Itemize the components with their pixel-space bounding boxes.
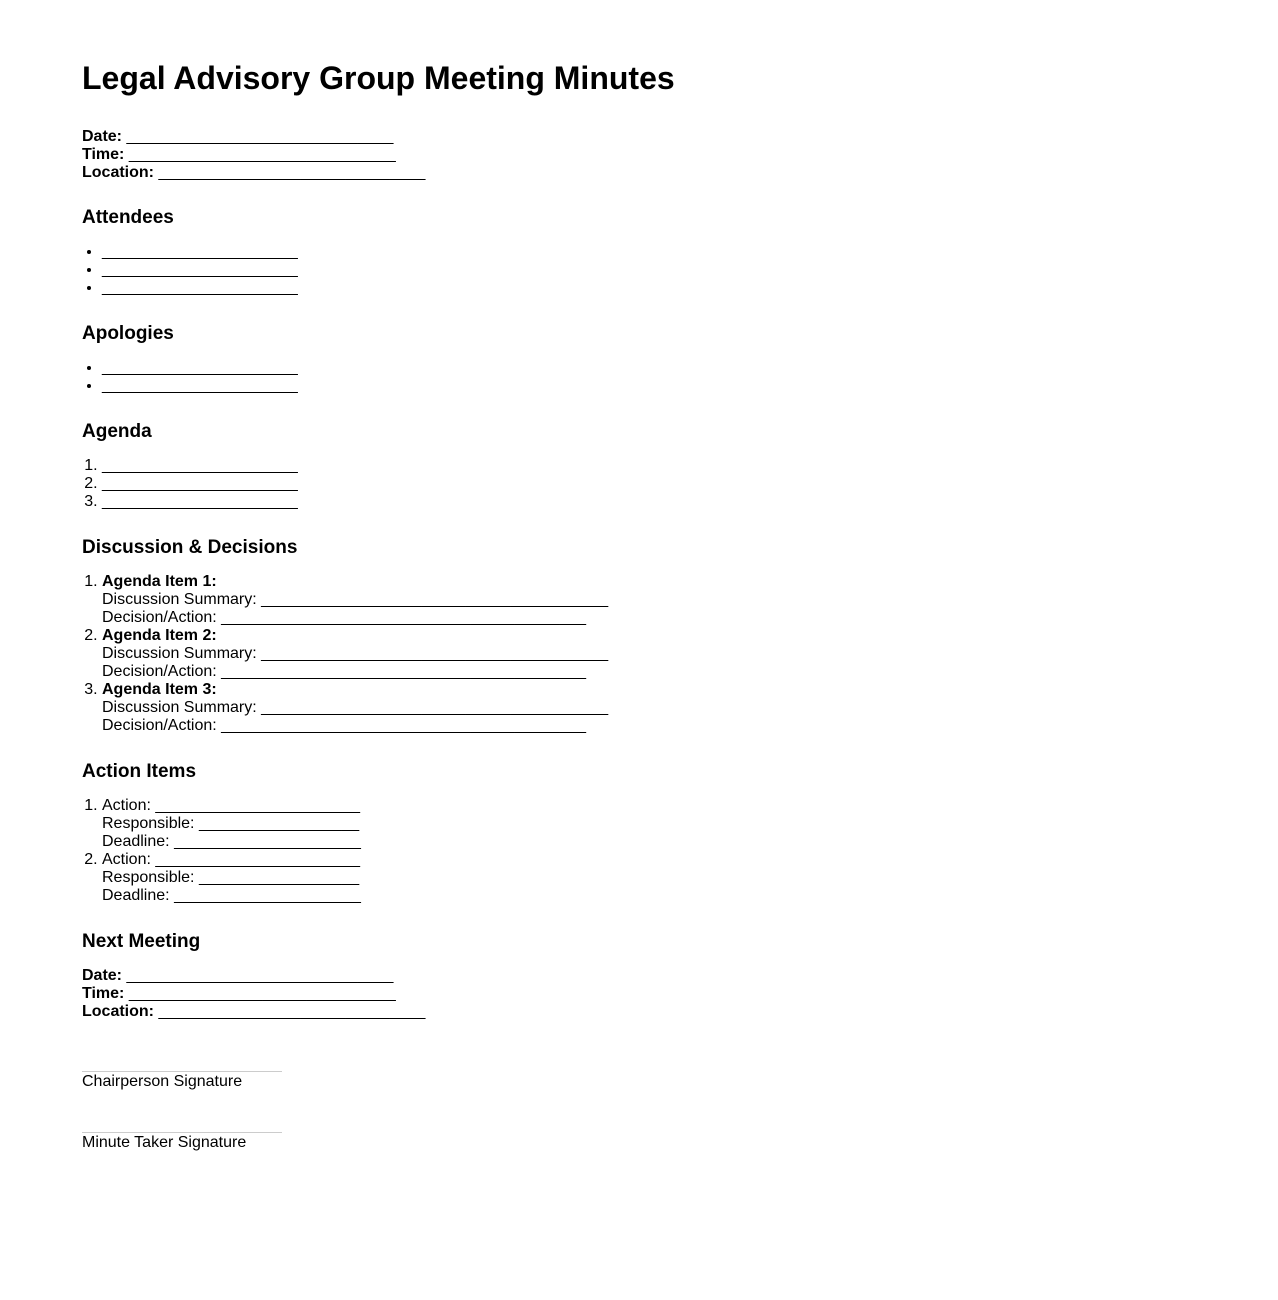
- meeting-details: [82, 128, 1278, 182]
- list-item: [102, 261, 1278, 279]
- list-item: [102, 377, 1278, 395]
- next-location-field: [82, 1003, 1278, 1021]
- attendees-heading: Attendees: [82, 207, 174, 228]
- apology-blank[interactable]: ______________________: [102, 359, 298, 376]
- agenda-item-title: Agenda Item 1:: [102, 573, 217, 590]
- minute-taker-signature-label: Minute Taker Signature: [82, 1134, 247, 1151]
- discussion-heading: Discussion & Decisions: [82, 537, 298, 558]
- page-title: Legal Advisory Group Meeting Minutes: [82, 60, 675, 96]
- summary-label: Discussion Summary:: [102, 645, 257, 662]
- action-label: Action:: [102, 851, 151, 868]
- apologies-heading: Apologies: [82, 323, 174, 344]
- minute-taker-signature-line[interactable]: [82, 1132, 282, 1152]
- date-field: [82, 128, 1278, 146]
- next-date-field: [82, 967, 1278, 985]
- apology-blank[interactable]: ______________________: [102, 377, 298, 394]
- action-blank[interactable]: _______________________: [155, 797, 361, 814]
- list-item: [102, 627, 1278, 681]
- time-label: Time:: [82, 985, 125, 1002]
- decision-blank[interactable]: _________________________________________: [221, 609, 587, 626]
- summary-label: Discussion Summary:: [102, 591, 257, 608]
- date-label: Date:: [82, 128, 123, 145]
- deadline-blank[interactable]: _____________________: [174, 887, 361, 904]
- location-label: Location:: [82, 1003, 154, 1020]
- action-blank[interactable]: _______________________: [155, 851, 361, 868]
- responsible-label: Responsible:: [102, 815, 195, 832]
- apologies-list: [82, 359, 1278, 395]
- list-item: [102, 797, 1278, 851]
- discussion-list: [82, 573, 1278, 735]
- agenda-item-title: Agenda Item 2:: [102, 627, 217, 644]
- summary-label: Discussion Summary:: [102, 699, 257, 716]
- deadline-label: Deadline:: [102, 887, 170, 904]
- list-item: [102, 279, 1278, 297]
- summary-blank[interactable]: _______________________________________: [261, 645, 609, 662]
- location-blank[interactable]: ______________________________: [158, 1003, 426, 1020]
- responsible-blank[interactable]: __________________: [198, 869, 360, 886]
- agenda-item-title: Agenda Item 3:: [102, 681, 217, 698]
- action-items-heading: Action Items: [82, 761, 197, 782]
- list-item: [102, 681, 1278, 735]
- next-time-field: [82, 985, 1278, 1003]
- agenda-blank[interactable]: ______________________: [102, 493, 298, 510]
- location-label: Location:: [82, 164, 154, 181]
- time-label: Time:: [82, 146, 125, 163]
- date-blank[interactable]: ______________________________: [126, 128, 394, 145]
- next-meeting-heading: Next Meeting: [82, 931, 201, 952]
- action-items-section: [82, 761, 1278, 905]
- list-item: [102, 851, 1278, 905]
- list-item: [102, 493, 1278, 511]
- action-label: Action:: [102, 797, 151, 814]
- action-items-list: [82, 797, 1278, 905]
- location-field: [82, 164, 1278, 182]
- decision-label: Decision/Action:: [102, 663, 217, 680]
- attendee-blank[interactable]: ______________________: [102, 243, 298, 260]
- deadline-label: Deadline:: [102, 833, 170, 850]
- time-blank[interactable]: ______________________________: [128, 985, 396, 1002]
- attendee-blank[interactable]: ______________________: [102, 279, 298, 296]
- summary-blank[interactable]: _______________________________________: [261, 591, 609, 608]
- attendee-blank[interactable]: ______________________: [102, 261, 298, 278]
- list-item: [102, 573, 1278, 627]
- discussion-section: [82, 537, 1278, 735]
- responsible-blank[interactable]: __________________: [198, 815, 360, 832]
- agenda-heading: Agenda: [82, 421, 152, 442]
- list-item: [102, 359, 1278, 377]
- date-blank[interactable]: ______________________________: [126, 967, 394, 984]
- time-blank[interactable]: ______________________________: [128, 146, 396, 163]
- deadline-blank[interactable]: _____________________: [174, 833, 361, 850]
- summary-blank[interactable]: _______________________________________: [261, 699, 609, 716]
- agenda-section: [82, 421, 1278, 511]
- list-item: [102, 243, 1278, 261]
- decision-label: Decision/Action:: [102, 717, 217, 734]
- chairperson-signature-label: Chairperson Signature: [82, 1073, 243, 1090]
- agenda-list: [82, 457, 1278, 511]
- decision-blank[interactable]: _________________________________________: [221, 717, 587, 734]
- time-field: [82, 146, 1278, 164]
- attendees-section: [82, 207, 1278, 297]
- decision-label: Decision/Action:: [102, 609, 217, 626]
- responsible-label: Responsible:: [102, 869, 195, 886]
- chairperson-signature-line[interactable]: [82, 1071, 282, 1091]
- list-item: [102, 475, 1278, 493]
- attendees-list: [82, 243, 1278, 297]
- date-label: Date:: [82, 967, 123, 984]
- agenda-blank[interactable]: ______________________: [102, 457, 298, 474]
- next-meeting-section: [82, 931, 1278, 1021]
- apologies-section: [82, 323, 1278, 395]
- agenda-blank[interactable]: ______________________: [102, 475, 298, 492]
- location-blank[interactable]: ______________________________: [158, 164, 426, 181]
- decision-blank[interactable]: _________________________________________: [221, 663, 587, 680]
- next-meeting-details: [82, 967, 1278, 1021]
- list-item: [102, 457, 1278, 475]
